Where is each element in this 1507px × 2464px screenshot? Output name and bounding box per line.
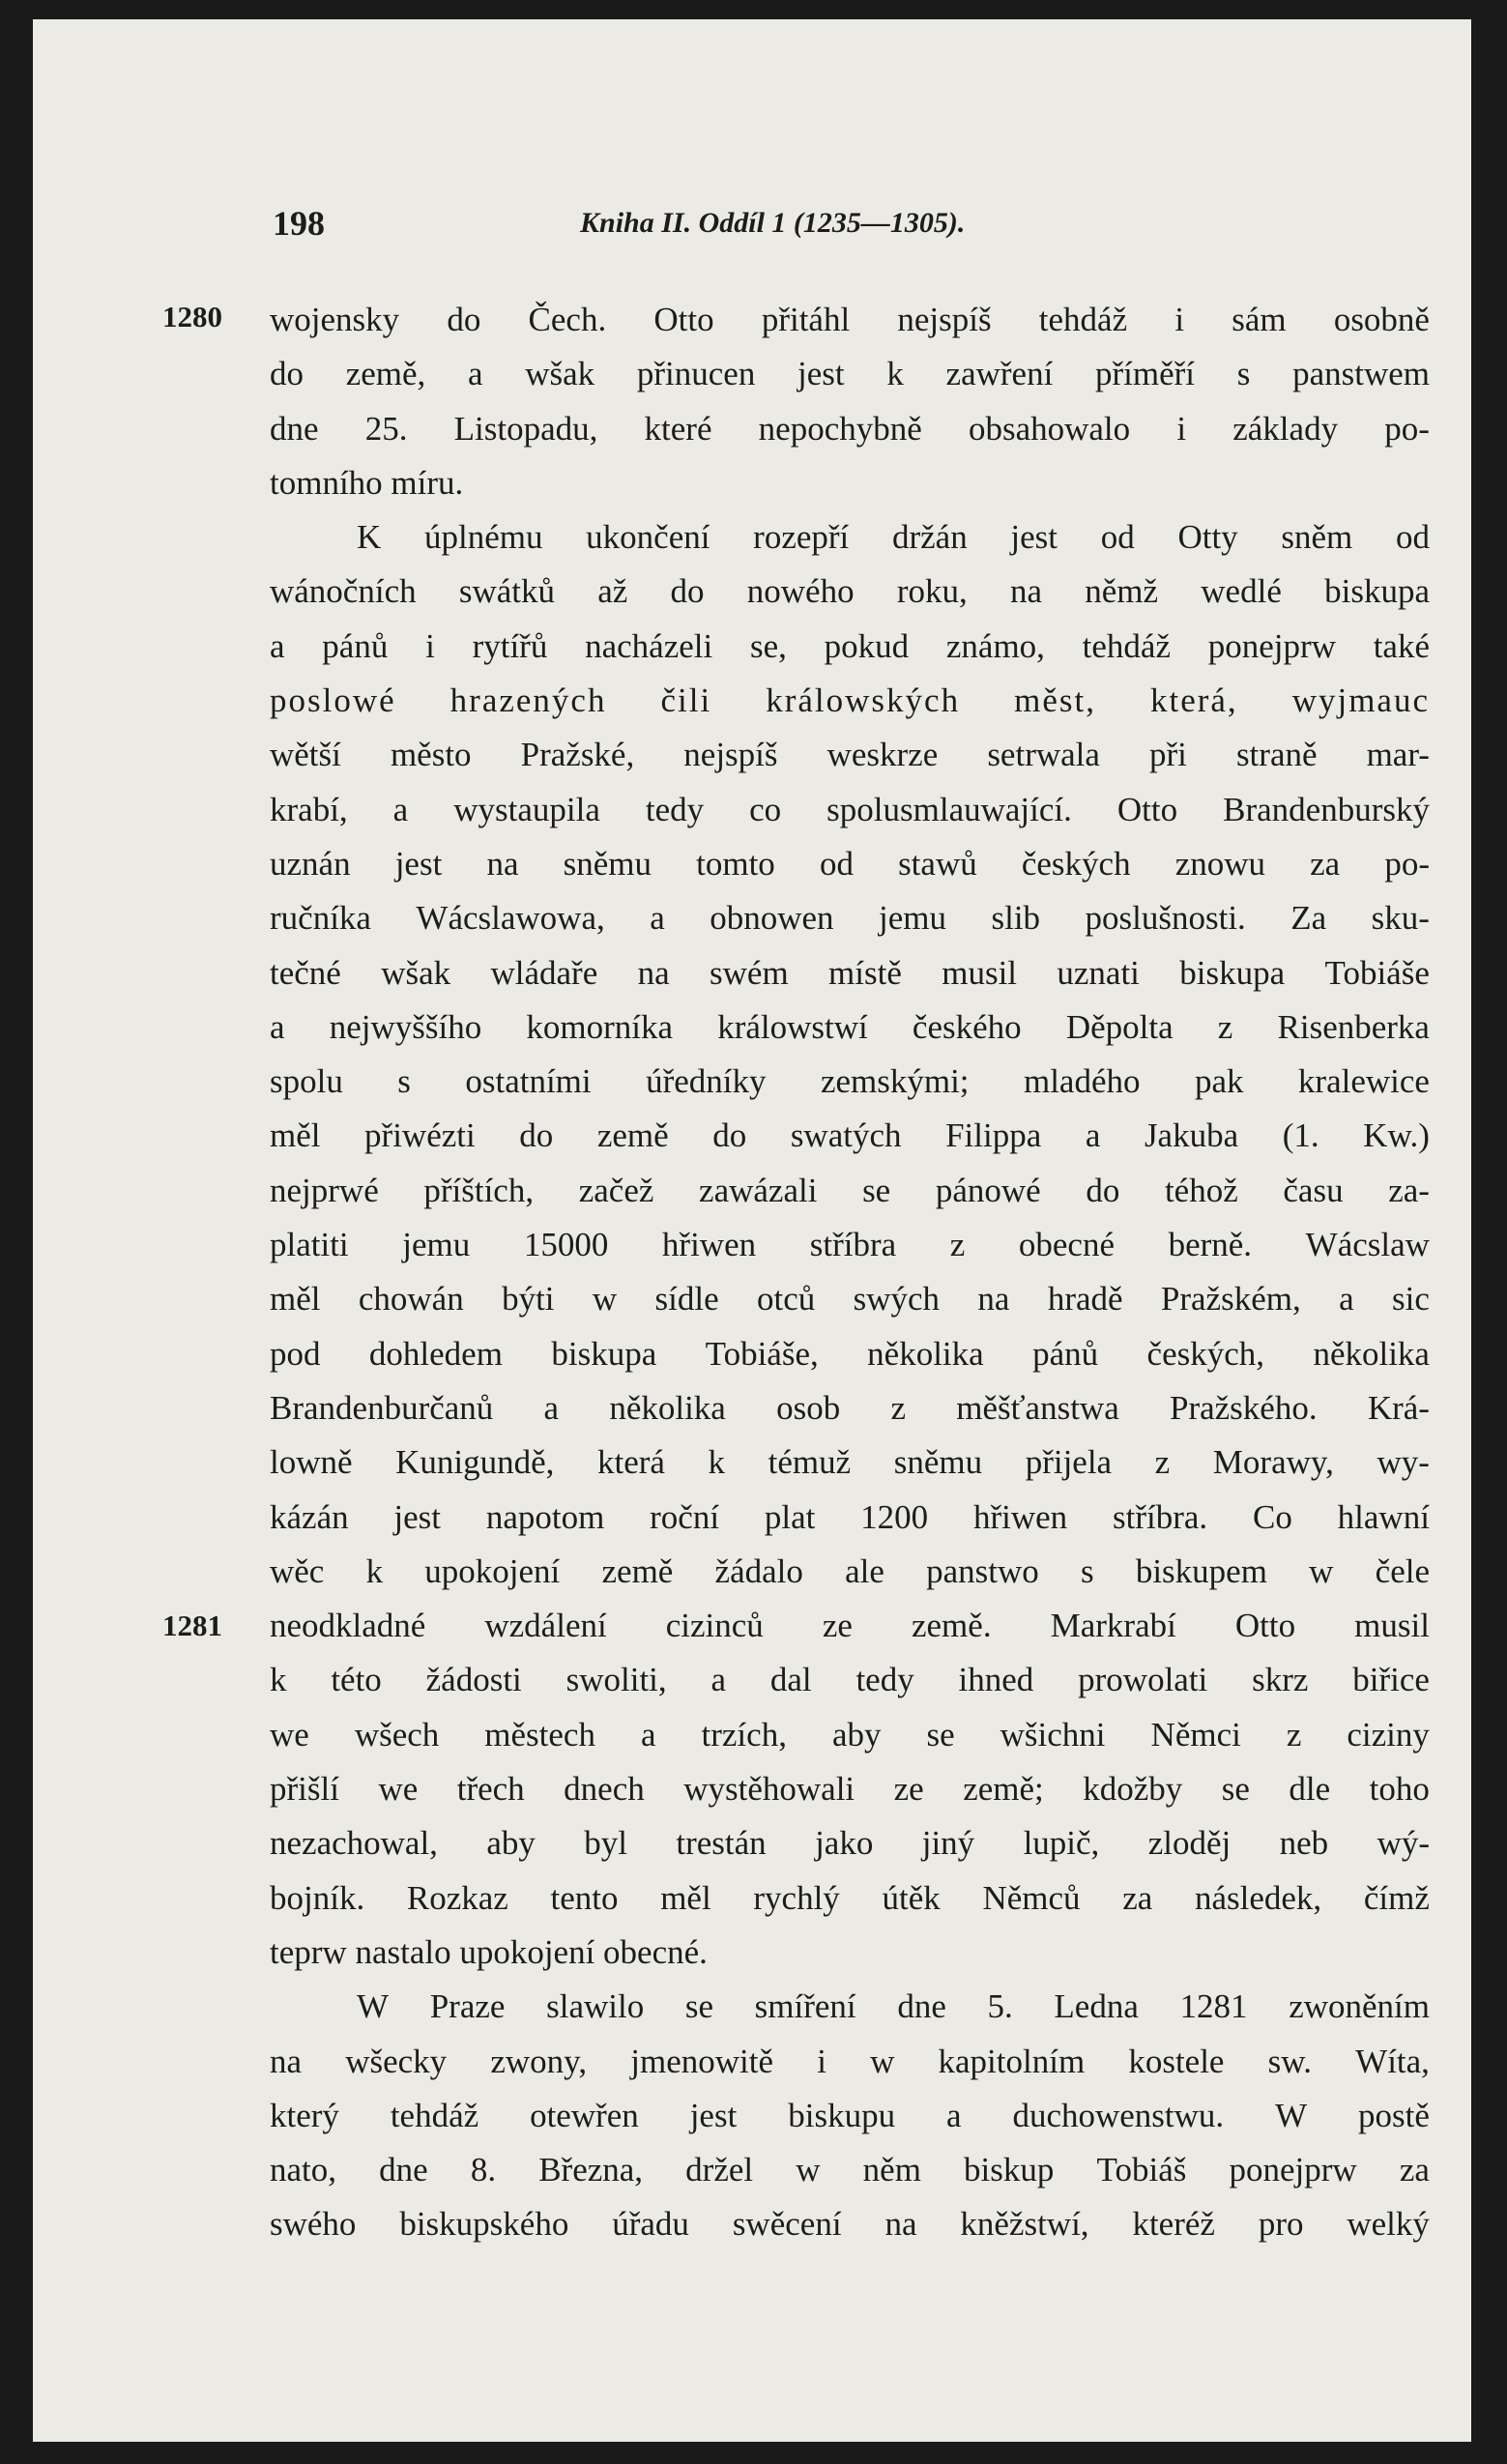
text-line: platiti jemu 15000 hřiwen stříbra z obecné berně. Wácslaw: [270, 1226, 1430, 1264]
text-line: poslowé hrazených čili králowských měst, která, wyjmauc: [270, 681, 1430, 720]
text-line: wojensky do Čech. Otto přitáhl nejspíš tehdáž i sám osobně: [270, 301, 1430, 338]
text-line: Brandenburčanů a několika osob z měšťanstwa Pražského. Krá-: [270, 1388, 1430, 1427]
text-line: tomního míru.: [270, 463, 464, 502]
page-number: 198: [273, 204, 325, 243]
text-line: a nejwyššího komorníka králowstwí českého Děpolta z Risenberka: [270, 1007, 1430, 1046]
text-line: wětší město Pražské, nejspíš weskrze setrwala při straně mar-: [270, 736, 1430, 774]
text-line: nezachowal, aby byl trestán jako jiný lupič, zloděj neb wý-: [270, 1824, 1430, 1863]
text-line: bojník. Rozkaz tento měl rychlý útěk Němců za následek, čímž: [270, 1878, 1430, 1917]
text-line: nato, dne 8. Března, držel w něm biskup Tobiáš ponejprw za: [270, 2151, 1430, 2189]
text-line: k této žádosti swoliti, a dal tedy ihned prowolati skrz biřice: [270, 1661, 1430, 1699]
text-line: we wšech městech a trzích, aby se wšichni Němci z ciziny: [270, 1715, 1430, 1754]
text-line: uznán jest na sněmu tomto od stawů českých znowu za po-: [270, 844, 1430, 883]
text-line: kázán jest napotom roční plat 1200 hřiwen stříbra. Co hlawní: [270, 1497, 1430, 1536]
margin-year-1281: 1281: [162, 1609, 222, 1642]
text-line: spolu s ostatními úředníky zemskými; mladého pak kralewice: [270, 1062, 1430, 1101]
text-line: wěc k upokojení země žádalo ale panstwo s biskupem w čele: [270, 1551, 1430, 1590]
text-line: přišlí we třech dnech wystěhowali ze země; kdožby se dle toho: [270, 1770, 1430, 1809]
text-line: swého biskupského úřadu swěcení na kněžstwí, kteréž pro welký: [270, 2205, 1430, 2244]
text-line: do země, a wšak přinucen jest k zawření příměří s panstwem: [270, 355, 1430, 393]
text-line: lowně Kunigundě, která k témuž sněmu přijela z Morawy, wy-: [270, 1443, 1430, 1482]
book-page: [33, 19, 1471, 2442]
text-line: wánočních swátků až do nowého roku, na němž wedlé biskupa: [270, 572, 1430, 611]
text-line: K úplnému ukončení rozepří držán jest od Otty sněm od: [357, 518, 1430, 557]
text-line: teprw nastalo upokojení obecné.: [270, 1932, 708, 1971]
text-line: krabí, a wystaupila tedy co spolusmlauwající. Otto Brandenburský: [270, 790, 1430, 828]
text-line: neodkladné wzdálení cizinců ze země. Markrabí Otto musil: [270, 1607, 1430, 1645]
text-line: W Praze slawilo se smíření dne 5. Ledna 1281 zwoněním: [357, 1987, 1430, 2026]
running-header: [33, 203, 1471, 251]
margin-year-1280: 1280: [162, 300, 222, 333]
running-title: Kniha II. Oddíl 1 (1235—1305).: [580, 207, 966, 239]
text-line: dne 25. Listopadu, které nepochybně obsahowalo i základy po-: [270, 409, 1430, 448]
text-line: který tehdáž otewřen jest biskupu a duchowenstwu. W postě: [270, 2096, 1430, 2134]
text-line: nejprwé příštích, začež zawázali se pánowé do téhož času za-: [270, 1171, 1430, 1209]
text-line: měl přiwézti do země do swatých Filippa a Jakuba (1. Kw.): [270, 1116, 1430, 1155]
text-line: měl chowán býti w sídle otců swých na hradě Pražském, a sic: [270, 1280, 1430, 1319]
body-text: [270, 293, 1430, 2252]
text-line: a pánů i rytířů nacházeli se, pokud známo, tehdáž ponejprw také: [270, 626, 1430, 665]
text-line: pod dohledem biskupa Tobiáše, několika pánů českých, několika: [270, 1334, 1430, 1373]
text-line: na wšecky zwony, jmenowitě i w kapitolním kostele sw. Wíta,: [270, 2042, 1430, 2080]
text-line: tečné wšak wládaře na swém místě musil uznati biskupa Tobiáše: [270, 953, 1430, 992]
text-line: ručníka Wácslawowa, a obnowen jemu slib poslušnosti. Za sku-: [270, 899, 1430, 938]
